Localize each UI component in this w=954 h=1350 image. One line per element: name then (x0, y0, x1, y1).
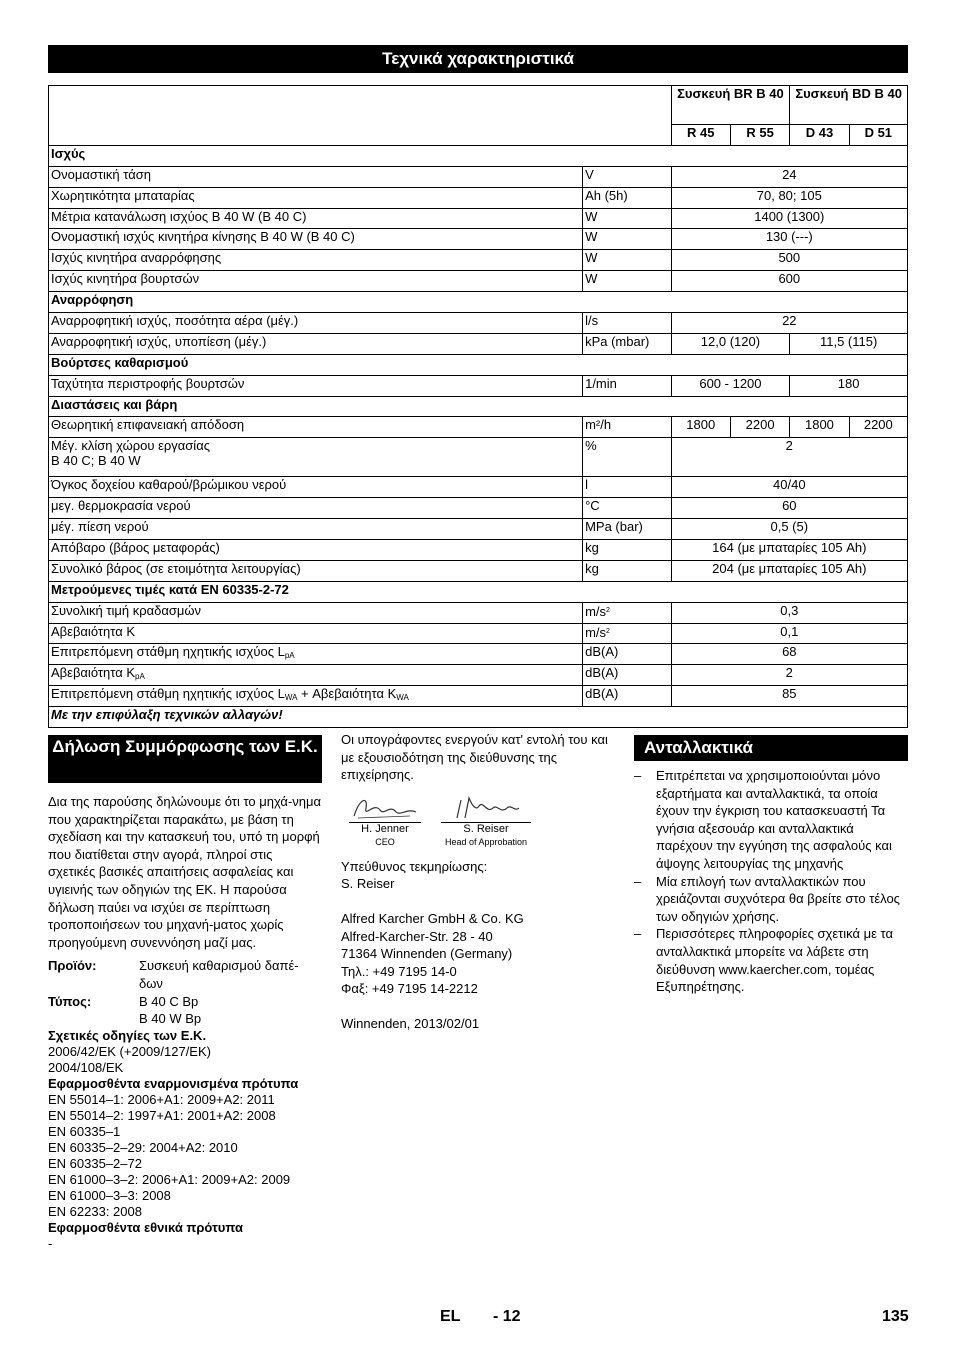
declaration-column (48, 735, 322, 1252)
signature-block (341, 794, 616, 847)
company-phone: Τηλ.: +49 7195 14-0 (341, 963, 457, 979)
footer-section-page: - 12 (493, 1308, 521, 1325)
table-row: Όγκος δοχείου καθαρού/βρώμικου νερού l 40/40 (49, 477, 908, 498)
subheader: D 43 (790, 125, 849, 146)
company-city: 71364 Winnenden (Germany) (341, 946, 513, 962)
signatories-column (341, 731, 616, 1033)
standard-item: EN 60335–2–72 (48, 1155, 142, 1171)
table-row: Απόβαρο (βάρος μεταφοράς) kg 164 (με μπαταρίες 105 Ah) (49, 540, 908, 561)
section-row: Μετρούμενες τιμές κατά EN 60335-2-72 (49, 581, 908, 602)
directives-label: Σχετικές οδηγίες των Ε.Κ. (48, 1027, 207, 1043)
table-row: Αναρροφητική ισχύς, υποπίεση (μέγ.) kPa (mbar) 12,0 (120) 11,5 (115) (49, 333, 908, 354)
table-row: Αβεβαιότητα $K_{pA}$ dB(A) 2 (49, 665, 908, 686)
signature-reiser: S. Reiser Head of Approbation (441, 794, 531, 844)
standard-item: EN 61000–3–2: 2006+A1: 2009+A2: 2009 (48, 1171, 291, 1187)
standard-item: EN 60335–1 (48, 1123, 121, 1139)
declaration-title: Δήλωση Συμμόρφωσης των Ε.Κ. (48, 735, 322, 783)
table-row: μέγ. πίεση νερού MPa (bar) 0,5 (5) (49, 519, 908, 540)
national-value: - (48, 1235, 53, 1251)
page-number: 135 (882, 1308, 909, 1325)
subheader: R 45 (671, 125, 730, 146)
col-header-bd: Συσκευή BD B 40 (790, 86, 908, 125)
table-row: Ονομαστική τάση V 24 (49, 166, 908, 187)
doc-responsible-label: Υπεύθυνος τεκμηρίωσης: (341, 858, 488, 874)
subheader: D 51 (849, 125, 907, 146)
spec-table (48, 85, 908, 728)
table-row: Μέτρια κατανάλωση ισχύος B 40 W (B 40 C) W 1400 (1300) (49, 208, 908, 229)
standard-item: EN 61000–3–3: 2008 (48, 1187, 171, 1203)
list-item: – Περισσότερες πληροφορίες σχετικά με τα ανταλλακτικά μπορείτε να λάβετε στη διεύθυνση www.kaercher.com, τομέας Εξυπηρέτησης. (634, 925, 908, 995)
table-row: Ταχύτητα περιστροφής βουρτσών 1/min 600 - 1200 180 (49, 375, 908, 396)
table-row: Αβεβαιότητα K $m/s^2$ 0,1 (49, 623, 908, 644)
section-row: Διαστάσεις και βάρη (49, 396, 908, 417)
standard-item: EN 55014–1: 2006+A1: 2009+A2: 2011 (48, 1091, 275, 1107)
standard-item: EN 62233: 2008 (48, 1203, 142, 1219)
standard-item: EN 60335–2–29: 2004+A2: 2010 (48, 1139, 238, 1155)
table-row: Θεωρητική επιφανειακή απόδοση m²/h 1800 2200 1800 2200 (49, 417, 908, 438)
declaration-body: Δια της παρούσης δηλώνουμε ότι το μηχά-νημα που χαρακτηρίζεται παρακάτω, με βάση τη σχεδίαση και την κατασκευή του, υπό τη μορφή που διατίθεται στην αγορά, πληροί στις σχετικές βασικές απαιτήσεις ασφαλείας και υγιεινής των οδηγιών της ΕΚ. Η παρούσα δήλωση παύει να ισχύει σε περίπτωση τροποποιήσεων του μηχανή-ματος χωρίς προηγούμενη συνεννόηση μαζί μας. (48, 794, 322, 950)
harmonised-label: Εφαρμοσθέντα εναρμονισμένα πρότυπα (48, 1075, 299, 1091)
directive-item: 2004/108/ΕΚ (48, 1059, 124, 1075)
standard-item: EN 55014–2: 1997+A1: 2001+A2: 2008 (48, 1107, 276, 1123)
place-date: Winnenden, 2013/02/01 (341, 1015, 480, 1031)
section-row: Ισχύς (49, 145, 908, 166)
company-fax: Φαξ: +49 7195 14-2212 (341, 981, 478, 997)
spare-parts-list (634, 767, 908, 996)
signatories-intro: Οι υπογράφοντες ενεργούν κατ' εντολή του και με εξουσιοδότηση της διεύθυνσης της επιχείρησης. (341, 732, 608, 783)
list-item: – Μία επιλογή των ανταλλακτικών που χρειάζονται συχνότερα θα βρείτε στο τέλος των οδηγιών χρήσης. (634, 873, 908, 926)
company-street: Alfred-Karcher-Str. 28 - 40 (341, 928, 493, 944)
table-row (49, 86, 908, 125)
directive-item: 2006/42/ΕΚ (+2009/127/ΕΚ) (48, 1043, 211, 1059)
table-row: Ονομαστική ισχύς κινητήρα κίνησης B 40 W (B 40 C) W 130 (---) (49, 229, 908, 250)
spec-section-title: Τεχνικά χαρακτηριστικά (48, 45, 908, 73)
section-row: Αναρρόφηση (49, 292, 908, 313)
signature-jenner: H. Jenner CEO (349, 794, 421, 844)
table-row: Επιτρεπόμενη στάθμη ηχητικής ισχύος $L_{WA} + A\beta\varepsilon\beta\alpha\iota ό\tau\eta\tau\alpha$ $K_{WA}$ dB(A) 85 (49, 686, 908, 707)
national-label: Εφαρμοσθέντα εθνικά πρότυπα (48, 1219, 243, 1235)
company-name: Alfred Karcher GmbH & Co. KG (341, 910, 524, 926)
footer-language: EL (440, 1308, 461, 1325)
table-row: Ισχύς κινητήρα αναρρόφησης W 500 (49, 250, 908, 271)
section-row: Βούρτσες καθαρισμού (49, 354, 908, 375)
handwritten-signature (441, 794, 531, 822)
type-row: Τύπος: B 40 C Bp B 40 W Bp (48, 993, 202, 1027)
table-row: Επιτρεπόμενη στάθμη ηχητικής ισχύος $L_{pA}$ dB(A) 68 (49, 644, 908, 665)
footnote-row: Με την επιφύλαξη τεχνικών αλλαγών! (49, 707, 908, 728)
table-row: Αναρροφητική ισχύς, ποσότητα αέρα (μέγ.) l/s 22 (49, 313, 908, 334)
subheader: R 55 (730, 125, 789, 146)
table-row: Χωρητικότητα μπαταρίας Ah (5h) 70, 80; 105 (49, 187, 908, 208)
handwritten-signature (349, 794, 421, 822)
table-row: μεγ. θερμοκρασία νερού °C 60 (49, 498, 908, 519)
table-row: Ισχύς κινητήρα βουρτσών W 600 (49, 271, 908, 292)
table-row: Συνολικό βάρος (σε ετοιμότητα λειτουργίας) kg 204 (με μπαταρίες 105 Ah) (49, 560, 908, 581)
table-row: Συνολική τιμή κραδασμών $m/s^2$ 0,3 (49, 602, 908, 623)
spare-parts-column (634, 735, 908, 996)
col-header-br: Συσκευή BR B 40 (671, 86, 790, 125)
table-row: Μέγ. κλίση χώρου εργασίας B 40 C; B 40 W % 2 (49, 438, 908, 477)
doc-responsible-name: S. Reiser (341, 876, 395, 892)
spare-parts-title: Ανταλλακτικά (634, 735, 908, 761)
list-item: – Επιτρέπεται να χρησιμοποιούνται μόνο εξαρτήματα και ανταλλακτικά, τα οποία έχουν την έγκριση του κατασκευαστή Τα γνήσια αξεσουάρ και ανταλλακτικά παρέχουν την εγγύηση της ασφαλούς και άψογης λειτουργίας της μηχανής (634, 767, 908, 873)
product-row: Προϊόν: Συσκευή καθαρισμού δαπέ-δων (48, 958, 299, 991)
